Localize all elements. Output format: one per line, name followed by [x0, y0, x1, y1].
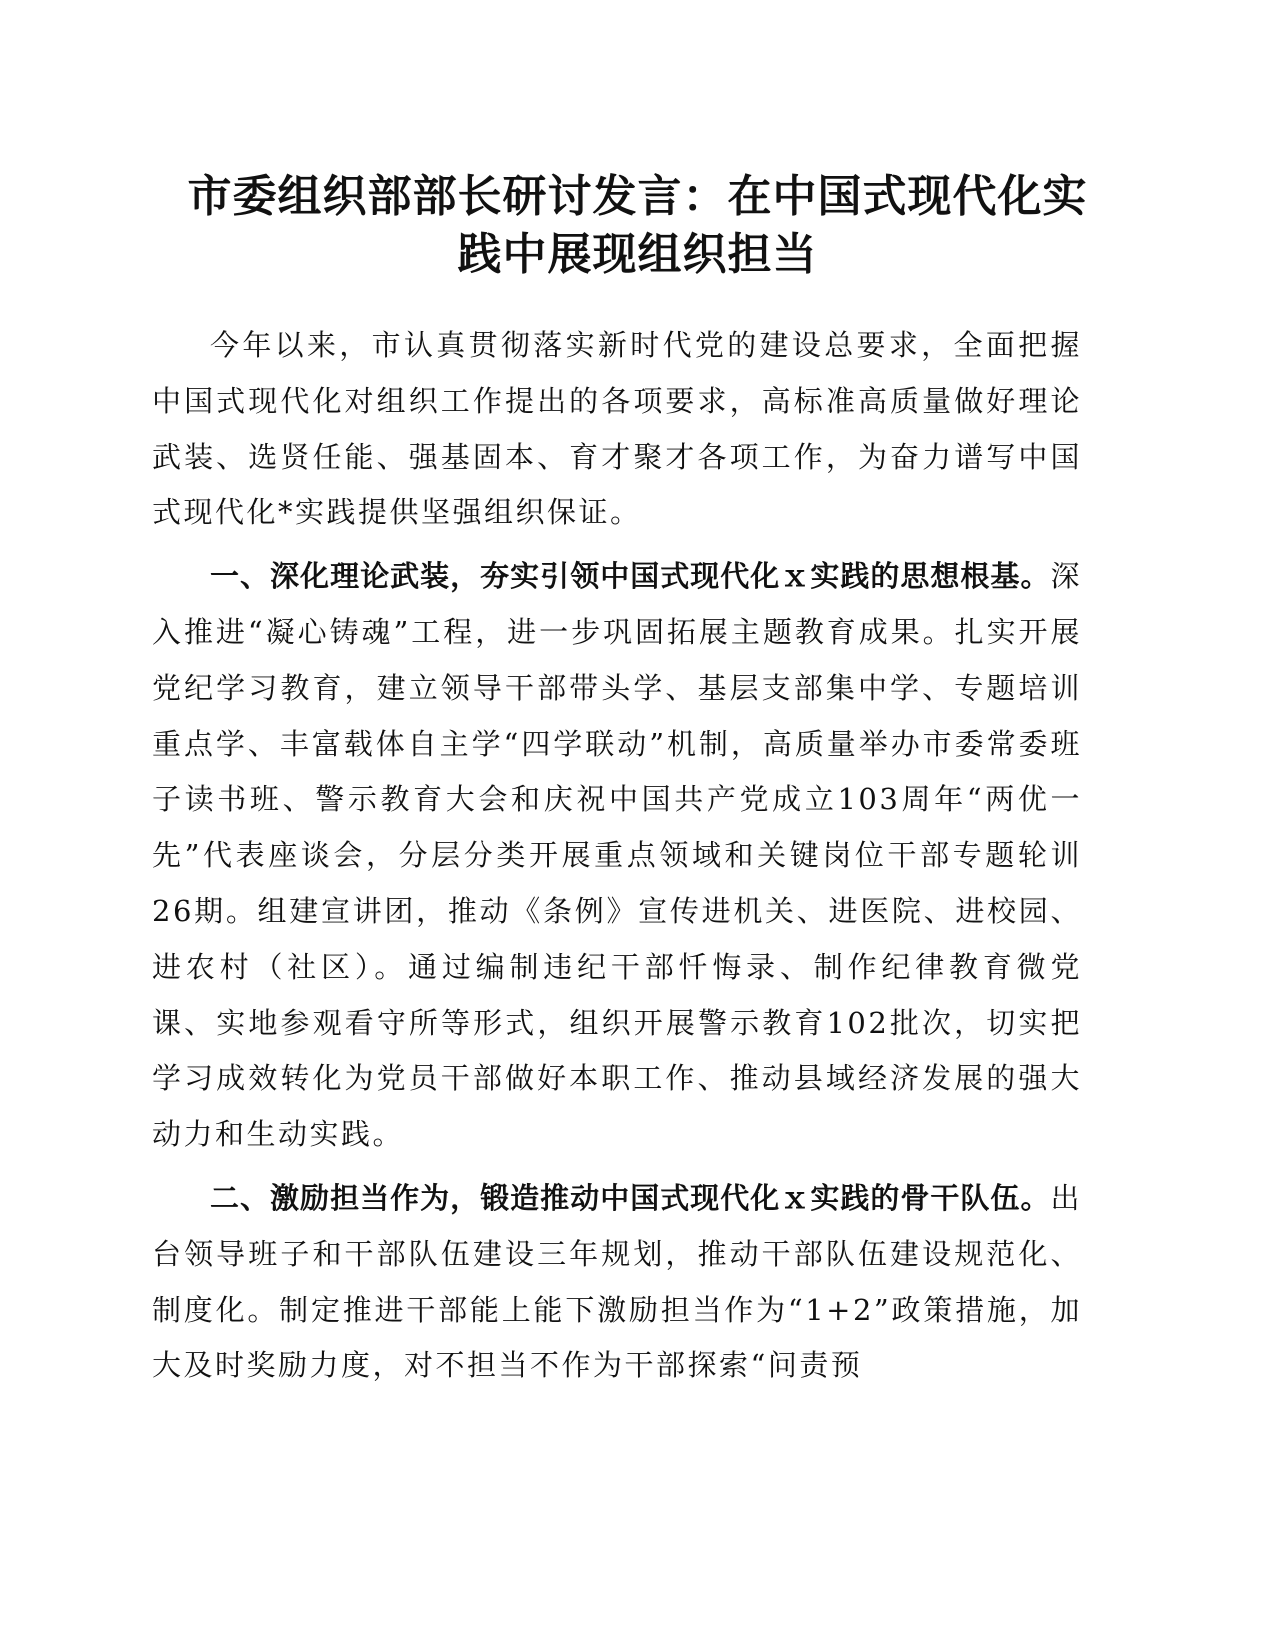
section-2-body: 出台领导班子和干部队伍建设三年规划，推动干部队伍建设规范化、制度化。制定推进干部能上能下激励担当作为“1+2”政策措施，加大及时奖励力度，对不担当不作为干部探索“问责预: [152, 1180, 1082, 1383]
section-2-heading: 二、激励担当作为，锻造推动中国式现代化ｘ实践的骨干队伍。: [210, 1180, 1051, 1215]
section-2-paragraph: [152, 1171, 1082, 1394]
title-line-2: 践中展现组织担当: [457, 229, 818, 280]
intro-paragraph: 今年以来，市认真贯彻落实新时代党的建设总要求，全面把握中国式现代化对组织工作提出的各项要求，高标准高质量做好理论武装、选贤任能、强基固本、育才聚才各项工作，为奋力谱写中国式现代化*实践提供坚强组织保证。: [152, 328, 1082, 530]
section-1-heading: 一、深化理论武装，夯实引领中国式现代化ｘ实践的思想根基。: [210, 559, 1051, 594]
section-1-paragraph: [152, 549, 1082, 1163]
section-1-body: 深入推进“凝心铸魂”工程，进一步巩固拓展主题教育成果。扎实开展党纪学习教育，建立领导干部带头学、基层支部集中学、专题培训重点学、丰富载体自主学“四学联动”机制，高质量举办市委常委班子读书班、警示教育大会和庆祝中国共产党成立103周年“两优一先”代表座谈会，分层分类开展重点领域和关键岗位干部专题轮训26期。组建宣讲团，推动《条例》宣传进机关、进医院、进校园、进农村（社区）。通过编制违纪干部忏悔录、制作纪律教育微党课、实地参观看守所等形式，组织开展警示教育102批次，切实把学习成效转化为党员干部做好本职工作、推动县域经济发展的强大动力和生动实践。: [152, 559, 1082, 1152]
document-title: [150, 168, 1125, 284]
title-line-1: 市委组织部部长研讨发言：在中国式现代化实: [187, 171, 1088, 222]
document-body: [152, 318, 1082, 1394]
